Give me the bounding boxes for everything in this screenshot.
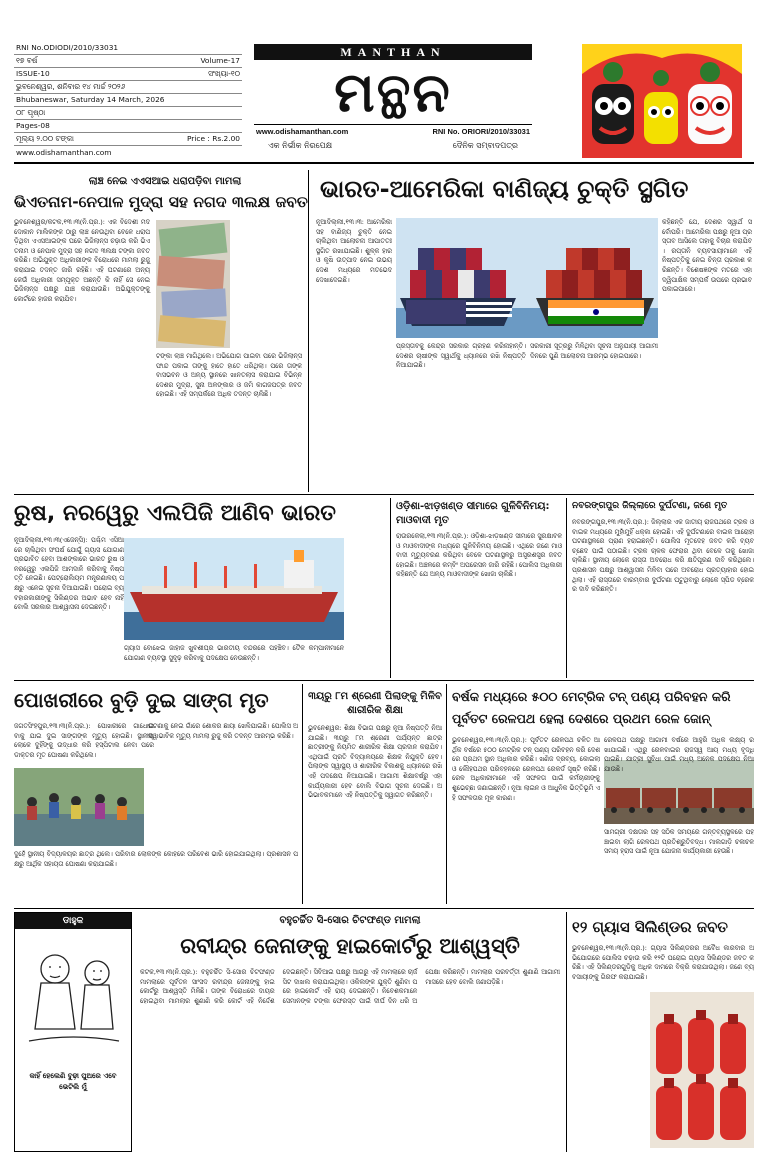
masthead-urls [254,124,532,138]
masthead-meta [14,42,242,159]
price-en: Price : Rs.2.00 [186,134,240,143]
col-divider-4 [302,684,303,904]
date-en: Bhubaneswar, Saturday 14 March, 2026 [16,95,165,104]
story-7-headline: ୩ୟରୁ ୮ମ ଶ୍ରେଣୀ ପିଲାଙ୍କୁ ମିଳିବ ଶାରୀରିକ ଶିକ୍ଷା [308,691,442,716]
col-divider-3 [566,498,567,678]
currency-notes-photo [156,220,230,348]
story-2-body-a: ନୂଆଦିଲ୍ଲୀ,୧୩।୩: ଆମେରିକା ସହ ବାଣିଜ୍ୟ ଚୁକ୍ତି ନେଇ ଚାଲିଥିବା ଆଲୋଚନା ଆପାତତଃ ସ୍ଥଗିତ ରଖାଯାଇଛି। ଶୁଳ୍କ ହାର ଓ କୃଷି ଉତ୍ପାଦ ନେଇ ଉଭୟ ଦେଶ ମଧ୍ୟରେ ମତଭେଦ ଦେଖାଦେଇଛି। [316,218,392,284]
trade-containers-photo [396,218,658,338]
year-or: ୧୭ ବର୍ଷ [16,56,38,65]
story-1-body-a: ଭୁବନେଶ୍ୱର/କଟକ,୧୩।୩(ନି.ପ୍ର.): ଏକ ବିଦେଶୀ ମଦ ଦୋକାନ ମାଲିକଙ୍କ ଠାରୁ ଲାଞ୍ଚ ନେଉଥିବା ବେଳେ ଧରାପଡ଼ିଥିବା ଏଏସଆଇଙ୍କ ଘରେ ଭିଜିଲାନ୍ସ ଚଢ଼ାଉ କରି ଭିଏତନାମ ଓ ନେପାଳ ମୁଦ୍ରା ସହ ନଗଦ ୩ଲକ୍ଷ ଟଙ୍କା ଜବତ କରିଛି। ଅଭିଯୁକ୍ତ ଅଧିକାରୀଙ୍କ ବିରୋଧରେ ମାମଲା ରୁଜୁ କରାଯାଇ ତଦନ୍ତ ଜାରି ରହିଛି। ଏହି ଘଟଣାରେ ଅନ୍ୟ କେଉଁ ଅଧିକାରୀ ସମ୍ପୃକ୍ତ ଅଛନ୍ତି କି ନାହିଁ ସେ ନେଇ ଭିଜିଲାନ୍ସ ପକ୍ଷରୁ ଯାଞ୍ଚ କରାଯାଉଛି। ଅଭିଯୁକ୍ତଙ୍କୁ କୋର୍ଟରେ ହାଜର କରାଯିବ। [14,218,150,303]
deity-illustration [582,44,742,158]
gas-cylinders-photo [650,992,754,1148]
story-3-body-a: ନୂଆଦିଲ୍ଲୀ,୧୩।୩(ଏଜେନ୍ସି): ପଶ୍ଚିମ ଏସିଆରେ ଚାଲିଥିବା ସଂଘର୍ଷ ଯୋଗୁଁ ଗ୍ୟାସ ଯୋଗାଣ ପ୍ରଭାବିତ ହେବା ଆଶଙ୍କାରେ ଭାରତ ରୁଷ ଓ ନରୱେରୁ ଏଲପିଜି ଆମଦାନି କରିବାକୁ ନିଷ୍ପତ୍ତି ନେଇଛି। ପେଟ୍ରୋଲିୟମ ମନ୍ତ୍ରଣାଳୟ ପକ୍ଷରୁ ଏନେଇ ସୂଚନା ଦିଆଯାଇଛି। ଘରୋଇ ବ୍ୟବହାରକାରୀଙ୍କୁ ସିଲିଣ୍ଡର ଅଭାବ ହେବ ନାହିଁ ବୋଲି ସରକାର ଆଶ୍ୱାସନା ଦେଇଛନ୍ତି। [14,536,124,612]
tagline-2: ଦୈନିକ ସମ୍ବାଦପତ୍ର [452,141,518,150]
col-divider-5 [446,684,447,904]
story-3-body-b: ଗ୍ୟାସ ବୋଝେଇ ଜାହାଜ ଖୁବଶୀଘ୍ର ଭାରତୀୟ ବନ୍ଦରରେ ପହଞ୍ଚିବ। ତୈଳ କମ୍ପାନୀମାନେ ଯୋଗାଣ ବ୍ୟବସ୍ଥା ସୁଦୃଢ଼ କରିବାକୁ ପଦକ୍ଷେପ ନେଉଛନ୍ତି। [124,644,344,662]
story-2-body-b: ପ୍ରସ୍ତାବକୁ କେନ୍ଦ୍ର ସରକାର ଗ୍ରହଣ କରିନାହାନ୍ତି। ଦେଶର ଚାଷୀଙ୍କ ସ୍ୱାର୍ଥକୁ ଧ୍ୟାନରେ ରଖି ନିଷ୍ପତ୍ତି ନିଆଯାଇଛି। [396,342,526,370]
col-divider-2 [390,498,391,678]
masthead-top-band: MANTHAN [254,44,532,60]
date-or: ଭୁବନେଶ୍ୱର, ଶନିବାର ୧୪ ମାର୍ଚ୍ଚ ୨୦୨୬ [16,82,126,91]
story-2-body-d: କହିଛନ୍ତି ଯେ, ଦେଶର ସ୍ୱାର୍ଥ ସର୍ବୋପରି। ଆମେରିକା ପକ୍ଷରୁ ନୂଆ ପ୍ରସ୍ତାବ ଆସିଲେ ତାହାକୁ ବିଚାର କରାଯିବ। ରପ୍ତାନି ବ୍ୟବସାୟୀମାନେ ଏହି ନିଷ୍ପତ୍ତିକୁ ନେଇ ଚିନ୍ତା ପ୍ରକାଶ କରିଛନ୍ତି। ବିଶେଷଜ୍ଞଙ୍କ ମତରେ ଏହା ଦ୍ୱିପାକ୍ଷିକ ସମ୍ପର୍କ ଉପରେ ପ୍ରଭାବ ପକାଇପାରେ। [662,218,752,294]
lpg-tanker-photo [124,538,344,640]
story-10-headline: ୧୨ ଗ୍ୟାସ ସିଲିଣ୍ଡର ଜବତ [572,918,728,936]
story-1-headline: ଭିଏତନାମ-ନେପାଳ ମୁଦ୍ରା ସହ ନଗଦ ୩ଲକ୍ଷ ଜବତ [14,193,308,211]
row-rule-1 [14,494,754,495]
masthead-logo: ମନ୍ଥନ [334,60,452,124]
masthead-logo-block [254,44,532,162]
cartoon-drawing [15,929,131,1067]
masthead-rule [14,162,754,164]
story-5-headline: ନବରଙ୍ଗପୁର ଜିଲ୍ଲାରେ ଦୁର୍ଘଟଣା, ଜଣେ ମୃତ [572,501,728,511]
story-3-headline: ରୁଷ, ନରୱେରୁ ଏଲପିଜି ଆଣିବ ଭାରତ [14,501,336,526]
cartoon-label: ଡାହୁକ [15,913,131,929]
masthead-tagline-row [254,138,532,155]
volume: Volume-17 [200,56,240,65]
issue-en: ISSUE-10 [16,69,50,78]
story-9-kicker: ବହୁଚର୍ଚ୍ଚିତ ସି-ସୋର ଚିଟଫଣ୍ଡ ମାମଲା [279,915,421,926]
story-6-body-b: ଘଟଣାକୁ ନେଇ ଗାଁରେ ଶୋକର ଛାୟା ଖେଳିଯାଇଛି। ପୋଲିସ ଅସ୍ୱାଭାବିକ ମୃତ୍ୟୁ ମାମଲା ରୁଜୁ କରି ତଦନ୍ତ ଆରମ୍ଭ କରିଛି। [148,722,298,740]
row-rule-2 [14,680,754,681]
story-7-body: ଭୁବନେଶ୍ୱର: ଶିକ୍ଷା ବିଭାଗ ପକ୍ଷରୁ ନୂଆ ନିଷ୍ପତ୍ତି ନିଆଯାଇଛି। ୩ୟରୁ ୮ମ ଶ୍ରେଣୀ ପର୍ଯ୍ୟନ୍ତ ଛାତ୍ରଛାତ୍ରୀଙ୍କୁ ନିୟମିତ ଶାରୀରିକ ଶିକ୍ଷା ପ୍ରଦାନ କରାଯିବ। ଏଥିପାଇଁ ପ୍ରତି ବିଦ୍ୟାଳୟରେ ଶିକ୍ଷକ ନିଯୁକ୍ତି ହେବ। ପିଲାଙ୍କ ସ୍ୱାସ୍ଥ୍ୟ ଓ ଶାରୀରିକ ବିକାଶକୁ ଧ୍ୟାନରେ ରଖି ଏହି ପଦକ୍ଷେପ ନିଆଯାଇଛି। ଆଗାମୀ ଶିକ୍ଷାବର୍ଷରୁ ଏହା କାର୍ଯ୍ୟକାରୀ ହେବ ବୋଲି ବିଭାଗ ସୂଚନା ଦେଇଛି। ଅଭିଭାବକମାନେ ଏହି ନିଷ୍ପତ୍ତିକୁ ସ୍ୱାଗତ କରିଛନ୍ତି। [308,724,442,800]
pages-en: Pages-08 [16,121,50,130]
story-4-body: ରାଉରକେଲା,୧୩।୩(ନି.ପ୍ର.): ଓଡ଼ିଶା-ଝାଡ଼ଖଣ୍ଡ ସୀମାରେ ସୁରକ୍ଷାବଳ ଓ ମାଓବାଦୀଙ୍କ ମଧ୍ୟରେ ଗୁଳିବିନିମୟ ହୋଇଛି। ଏଥିରେ ଜଣେ ମାଓବାଦୀ ମୃତ୍ୟୁବରଣ କରିଥିବା ବେଳେ ଘଟଣାସ୍ଥଳରୁ ଅସ୍ତ୍ରଶସ୍ତ୍ର ଜବତ ହୋଇଛି। ଅଞ୍ଚଳରେ କମ୍ବିଂ ଅପରେସନ ଜାରି ରହିଛି। ପୋଲିସ ଅଧିକାରୀ କହିଛନ୍ତି ଯେ ଅନ୍ୟ ମାଓବାଦୀଙ୍କ ଖୋଜା ଚାଲିଛି। [396,532,562,579]
col-divider-6 [566,912,567,1152]
price-or: ମୂଲ୍ୟ ୨.୦୦ ଟଙ୍କା [16,134,74,143]
website-center: www.odishamanthan.com [256,127,349,136]
story-6-body-c: ଦୁହେଁ ସ୍ଥାନୀୟ ବିଦ୍ୟାଳୟର ଛାତ୍ର ଥିଲେ। ପରିବାର ଲୋକଙ୍କ କୋହରେ ପରିବେଶ ଭାରି ହୋଇଯାଇଥିଲା। ପ୍ରଶାସନ ପକ୍ଷରୁ ଆର୍ଥିକ ସହାୟତା ଘୋଷଣା କରାଯାଇଛି। [14,850,298,868]
cartoon-caption: କାହିଁ ହେଲେଣି ବୁଢ଼ୀ ପୁଅରେ ଏବେ ଭେଟିଲି ମୁଁ [29,1072,117,1091]
story-8-body-c: ସାମଗ୍ରୀ ଦକ୍ଷତାର ସହ ସଠିକ ସମୟରେ ଗନ୍ତବ୍ୟସ୍ଥଳରେ ପହଞ୍ଚାଇବା ଲାଗି ରେଳପଥ ପ୍ରତିଶ୍ରୁତିବଦ୍ଧ। ମାଲଗାଡ଼ି ଚଳାଚଳ ସମୟ ହ୍ରାସ ପାଇଁ ନୂଆ ଯୋଜନା କାର୍ଯ୍ୟକାରୀ ହେଉଛି। [604,828,754,856]
story-6-body-a: ଜଗତସିଂହପୁର,୧୩।୩(ନି.ପ୍ର.): ପୋଖରୀରେ ଗାଧୋଇବାକୁ ଯାଇ ଦୁଇ ସାଙ୍ଗଙ୍କ ମୃତ୍ୟୁ ହୋଇଛି। ସ୍ଥାନୀୟ ଲୋକେ ଦୁହିଁଙ୍କୁ ଉଦ୍ଧାର କରି ହସ୍ପିଟାଲ ନେବା ପରେ ଡାକ୍ତର ମୃତ ଘୋଷଣା କରିଥିଲେ। [14,722,154,759]
story-8-body-a: ଭୁବନେଶ୍ୱର,୧୩।୩(ନି.ପ୍ର.): ପୂର୍ବତଟ ରେଳପଥ ଚଳିତ ଆର୍ଥିକ ବର୍ଷରେ ୫୦୦ ମେଟ୍ରିକ ଟନ୍ ପଣ୍ୟ ପରିବହନ କରି ଦେଶରେ ପ୍ରଥମ ସ୍ଥାନ ଅଧିକାର କରିଛି। ଖଣିଜ ଦ୍ରବ୍ୟ, କୋଇଲା ଓ ଲୌହପଥର ପରିବହନରେ ରେଳପଥ ରେକର୍ଡ ସୃଷ୍ଟି କରିଛି। ରେଳ ଅଧିକାରୀମାନେ ଏହି ସଫଳତା ପାଇଁ କର୍ମଚାରୀଙ୍କୁ ଶୁଭେଚ୍ଛା ଜଣାଇଛନ୍ତି। ନୂଆ ଲାଇନ ଓ ଆଧୁନିକ ଭିତ୍ତିଭୂମି ଏହି ସଫଳତାର ମୂଳ କାରଣ। [452,736,600,802]
story-5-body: ନବରଙ୍ଗପୁର,୧୩।୩(ନି.ପ୍ର.): ଜିଲ୍ଲାର ଏକ ଜାତୀୟ ରାଜପଥରେ ଟ୍ରକ ଓ ବାଇକ ମଧ୍ୟରେ ମୁହାଁମୁହିଁ ଧକ୍କା ହୋଇଛି। ଏହି ଦୁର୍ଘଟଣାରେ ବାଇକ ଆରୋହୀ ଘଟଣାସ୍ଥଳରେ ପ୍ରାଣ ହରାଇଛନ୍ତି। ପୋଲିସ ମୃତଦେହ ଜବତ କରି ବ୍ୟବଚ୍ଛେଦ ପାଇଁ ପଠାଇଛି। ଟ୍ରକ ଚାଳକ ଫେରାର ଥିବା ବେଳେ ତାକୁ ଖୋଜା ଚାଲିଛି। ସ୍ଥାନୀୟ ଲୋକେ ରାସ୍ତା ଅବରୋଧ କରି କ୍ଷତିପୂରଣ ଦାବି କରିଥିଲେ। ପ୍ରଶାସନ ପକ୍ଷରୁ ଆଶ୍ୱାସନା ମିଳିବା ପରେ ଅବରୋଧ ପ୍ରତ୍ୟାହାର ହୋଇଥିଲା। ଏହି ରାସ୍ତାରେ ବାରମ୍ବାର ଦୁର୍ଘଟଣା ଘଟୁଥିବାରୁ ଲୋକେ ସ୍ପିଡ ବ୍ରେକର ଦାବି କରିଛନ୍ତି। [572,518,754,594]
issue-or: ସଂଖ୍ୟା-୧୦ [208,69,240,78]
story-9-headline: ରବୀନ୍ଦ୍ର ଜେନାଙ୍କୁ ହାଇକୋର୍ଟରୁ ଆଶ୍ୱସ୍ତି [180,934,520,958]
col-divider-1 [308,170,309,492]
story-1-body-b: ଟଙ୍କା ଲାଞ୍ଚ ମାଗିଥିଲେ। ଅଭିଯୋଗ ପାଇବା ପରେ ଭିଜିଲାନ୍ସ ଫାନ୍ଦ ପକାଇ ତାଙ୍କୁ ହାତେ ହାତେ ଧରିଥିଲା। ପରେ ତାଙ୍କ ବାସଭବନ ଓ ଅନ୍ୟ ସ୍ଥାନରେ ଖାନତଲାସ କରାଯାଇ ବିଭିନ୍ନ ଦେଶର ମୁଦ୍ରା, ସୁନା ଅଳଙ୍କାର ଓ ଜମି କାଗଜପତ୍ର ଜବତ ହୋଇଛି। ଏହି ସମ୍ପର୍କରେ ଅଧିକ ତଦନ୍ତ ଚାଲିଛି। [156,352,302,399]
story-6-headline: ପୋଖରୀରେ ବୁଡ଼ି ଦୁଇ ସାଙ୍ଗ ମୃତ [14,688,269,712]
rni-center: RNI No. ORIORI/2010/33031 [432,127,530,136]
pond-crowd-photo [14,768,144,846]
cartoon-box [14,912,132,1152]
rni-left: RNI No.ODIODI/2010/33031 [16,43,119,52]
story-8-headline-2: ପୂର୍ବତଟ ରେଳପଥ ହେଲା ଦେଶରେ ପ୍ରଥମ ରେଳ ଜୋନ୍ [452,711,711,726]
story-8-body-b: ରେଳପଥ ପକ୍ଷରୁ ଆଗାମୀ ବର୍ଷରେ ଆହୁରି ଅଧିକ ଲକ୍ଷ୍ୟ ରଖାଯାଇଛି। ଏଥିରୁ ରେଳବାଇର ରାଜସ୍ୱ ଆୟ ମଧ୍ୟ ବୃଦ୍ଧି ପାଇଛି। ଯାତ୍ରୀ ସୁବିଧା ପାଇଁ ମଧ୍ୟ ଅନେକ ପଦକ୍ଷେପ ନିଆଯାଉଛି। [604,736,754,773]
pages-or: ୦୮ ପୃଷ୍ଠା [16,108,46,117]
story-10-body-a: ଭୁବନେଶ୍ୱର,୧୩।୩(ନି.ପ୍ର.): ଗ୍ୟାସ ସିଲିଣ୍ଡରର ଅବୈଧ କାରବାର ଅଭିଯୋଗରେ ପୋଲିସ ଚଢ଼ାଉ କରି ୧୨ଟି ଘରୋଇ ଗ୍ୟାସ ସିଲିଣ୍ଡର ଜବତ କରିଛି। ଏହି ସିଲିଣ୍ଡରଗୁଡ଼ିକୁ ଅଧିକ ଦାମରେ ବିକ୍ରି କରାଯାଉଥିଲା। ଜଣେ ବ୍ୟବସାୟୀଙ୍କୁ ଗିରଫ କରାଯାଇଛି। [572,944,754,981]
story-1-kicker: ଲାଞ୍ଚ ନେଇ ଏଏସଆଇ ଧରାପଡ଼ିବା ମାମଲା [88,176,242,187]
tagline: ଏକ ନିର୍ଭୀକ ନିରପେକ୍ଷ [268,141,333,150]
story-4-headline: ଓଡ଼ିଶା-ଝାଡ଼ଖଣ୍ଡ ସୀମାରେ ଗୁଳିବିନିମୟ: ମାଓବାଦୀ ମୃତ [396,501,550,526]
story-2-headline: ଭାରତ-ଆମେରିକା ବାଣିଜ୍ୟ ଚୁକ୍ତି ସ୍ଥଗିତ [320,175,689,203]
story-8-headline-1: ବର୍ଷକ ମଧ୍ୟରେ ୫୦୦ ମେଟ୍ରିକ ଟନ୍ ପଣ୍ୟ ପରିବହନ କରି [452,689,731,704]
story-2-body-c: ସରକାରୀ ସୂତ୍ରରୁ ମିଳିଥିବା ସୂଚନା ଅନୁଯାୟୀ ଆଗାମୀ ଦିନରେ ପୁଣି ଆଲୋଚନା ଆରମ୍ଭ ହୋଇପାରେ। [530,342,658,360]
freight-train-photo [604,760,754,824]
story-10-body-b [572,992,646,1148]
row-rule-3 [14,908,754,909]
story-9-body: କଟକ,୧୩।୩(ନି.ପ୍ର.): ବହୁଚର୍ଚ୍ଚିତ ସି-ସୋର ଚିଟଫଣ୍ଡ ମାମଲାରେ ପୂର୍ବତନ ସାଂସଦ ରବୀନ୍ଦ୍ର ଜେନାଙ୍କୁ ହାଇକୋର୍ଟରୁ ଆଶ୍ୱସ୍ତି ମିଳିଛି। ତାଙ୍କ ବିରୋଧରେ ଦାୟର ହୋଇଥିବା ମାମଲାର ଶୁଣାଣି କରି କୋର୍ଟ ଏହି ନିର୍ଦ୍ଦେଶ ଦେଇଛନ୍ତି। ସିବିଆଇ ପକ୍ଷରୁ ଆଗରୁ ଏହି ମାମଲାରେ ଚାର୍ଜସିଟ ଦାଖଲ କରାଯାଇଥିଲା। ଓକିଲଙ୍କ ଯୁକ୍ତି ଶୁଣିବା ପରେ ହାଇକୋର୍ଟ ଏହି ରାୟ ଦେଇଛନ୍ତି। ନିବେଶକମାନେ ସେମାନଙ୍କ ଟଙ୍କା ଫେରସ୍ତ ପାଇଁ ଦୀର୍ଘ ଦିନ ଧରି ଅପେକ୍ଷା କରିଛନ୍ତି। ମାମଲାର ପରବର୍ତ୍ତୀ ଶୁଣାଣି ଆଗାମୀ ମାସରେ ହେବ ବୋଲି ଜଣାପଡ଼ିଛି। [140,968,560,1005]
website-left: www.odishamanthan.com [16,147,112,157]
